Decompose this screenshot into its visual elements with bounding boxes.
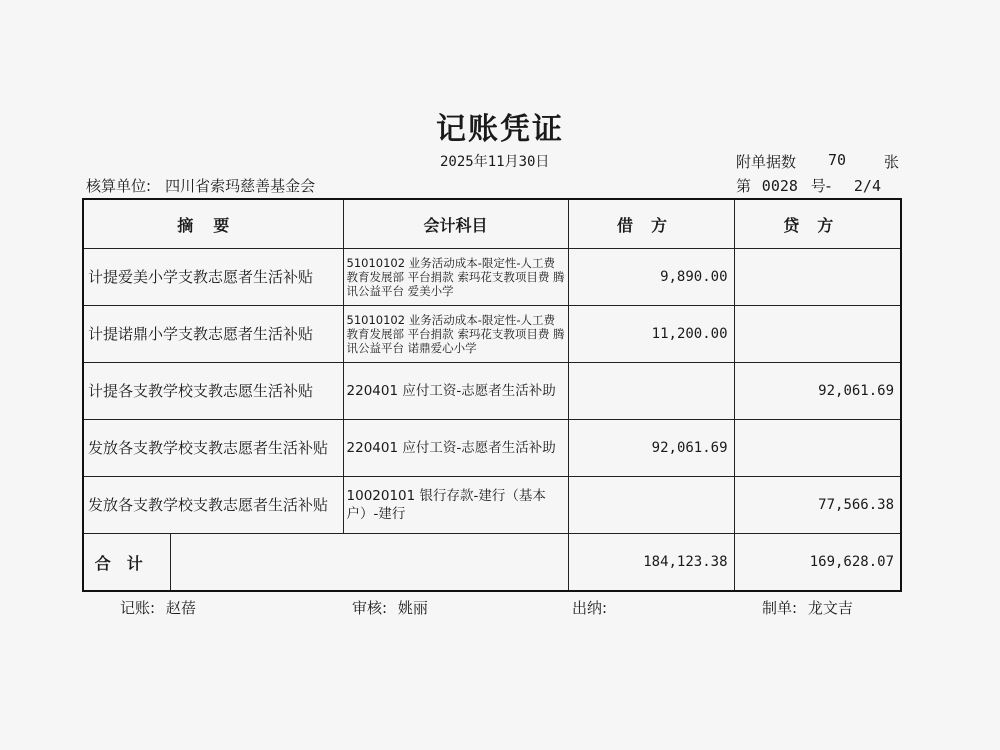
attachment-count bbox=[736, 151, 906, 172]
bookkeeper-name: 赵蓓 bbox=[165, 599, 196, 617]
table-row bbox=[83, 477, 901, 534]
table-row bbox=[83, 306, 901, 363]
voucher-number bbox=[736, 175, 881, 196]
bookkeeper-label: 记账: bbox=[120, 599, 156, 617]
table-row bbox=[83, 249, 901, 306]
ledger-table bbox=[82, 198, 902, 592]
row-debit bbox=[568, 363, 734, 420]
total-debit: 184,123.38 bbox=[568, 534, 734, 592]
row-summary: 计提诺鼎小学支教志愿者生活补贴 bbox=[83, 306, 343, 363]
row-credit bbox=[734, 420, 901, 477]
preparer bbox=[762, 597, 853, 618]
attachment-number: 70 bbox=[828, 151, 847, 169]
reviewer-name: 姚丽 bbox=[397, 599, 428, 617]
row-credit: 77,566.38 bbox=[734, 477, 901, 534]
row-debit bbox=[568, 477, 734, 534]
row-summary: 计提各支教学校支教志愿生活补贴 bbox=[83, 363, 343, 420]
preparer-label: 制单: bbox=[762, 599, 798, 617]
cashier-label: 出纳: bbox=[572, 599, 608, 617]
voucher-no: 0028 bbox=[761, 177, 798, 195]
voucher-page: 2/4 bbox=[853, 177, 881, 195]
total-blank bbox=[170, 534, 568, 592]
bookkeeper bbox=[120, 597, 196, 618]
row-summary: 计提爱美小学支教志愿者生活补贴 bbox=[83, 249, 343, 306]
cashier bbox=[572, 597, 613, 618]
voucher-hao: 号- bbox=[810, 177, 832, 195]
attachment-unit: 张 bbox=[884, 153, 900, 171]
row-credit bbox=[734, 249, 901, 306]
reviewer-label: 审核: bbox=[352, 599, 388, 617]
accounting-unit-value: 四川省索玛慈善基金会 bbox=[165, 177, 316, 195]
reviewer bbox=[352, 597, 428, 618]
row-account: 51010102 业务活动成本-限定性-人工费 教育发展部 平台捐款 索玛花支教项目费 腾讯公益平台 爱美小学 bbox=[343, 249, 568, 306]
row-debit: 11,200.00 bbox=[568, 306, 734, 363]
table-row bbox=[83, 420, 901, 477]
table-header-row bbox=[83, 199, 901, 249]
row-summary: 发放各支教学校支教志愿者生活补贴 bbox=[83, 420, 343, 477]
total-row bbox=[83, 534, 901, 592]
row-summary: 发放各支教学校支教志愿者生活补贴 bbox=[83, 477, 343, 534]
total-label: 合计 bbox=[83, 534, 170, 592]
accounting-unit bbox=[86, 175, 315, 196]
header-credit: 贷方 bbox=[734, 199, 901, 249]
voucher-title: 记账凭证 bbox=[436, 112, 564, 147]
voucher-date: 2025年11月30日 bbox=[440, 154, 550, 170]
preparer-name: 龙文吉 bbox=[807, 599, 853, 617]
header-debit: 借方 bbox=[568, 199, 734, 249]
voucher-prefix: 第 bbox=[736, 177, 752, 195]
table-row bbox=[83, 363, 901, 420]
row-credit bbox=[734, 306, 901, 363]
row-debit: 92,061.69 bbox=[568, 420, 734, 477]
row-credit: 92,061.69 bbox=[734, 363, 901, 420]
header-account: 会计科目 bbox=[343, 199, 568, 249]
row-debit: 9,890.00 bbox=[568, 249, 734, 306]
accounting-unit-label: 核算单位: bbox=[86, 177, 152, 195]
row-account: 220401 应付工资-志愿者生活补助 bbox=[343, 420, 568, 477]
row-account: 10020101 银行存款-建行（基本户）-建行 bbox=[343, 477, 568, 534]
header-summary: 摘要 bbox=[83, 199, 343, 249]
row-account: 51010102 业务活动成本-限定性-人工费 教育发展部 平台捐款 索玛花支教项目费 腾讯公益平台 诺鼎爱心小学 bbox=[343, 306, 568, 363]
total-credit: 169,628.07 bbox=[734, 534, 901, 592]
attachment-label: 附单据数 bbox=[736, 153, 797, 171]
row-account: 220401 应付工资-志愿者生活补助 bbox=[343, 363, 568, 420]
